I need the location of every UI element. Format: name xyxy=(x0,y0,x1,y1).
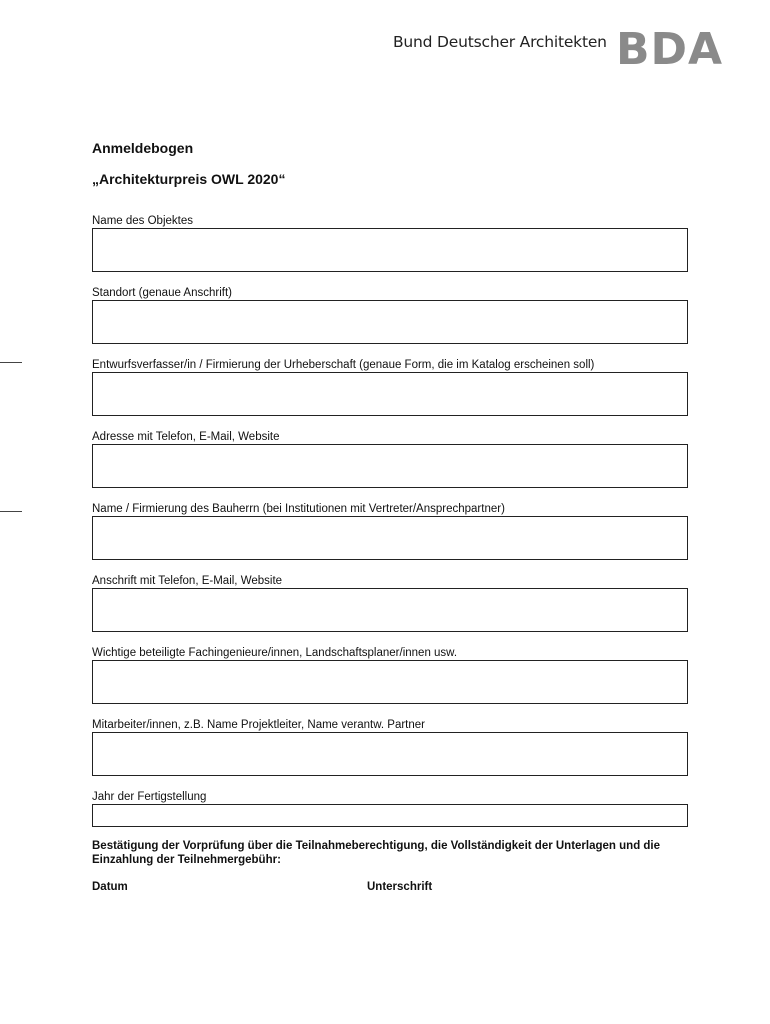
field-designer xyxy=(92,358,688,416)
field-staff xyxy=(92,718,688,776)
field-label: Anschrift mit Telefon, E-Mail, Website xyxy=(92,575,283,587)
form-title: Anmeldebogen xyxy=(92,140,194,156)
field-label: Mitarbeiter/innen, z.B. Name Projektleiter, Name verantw. Partner xyxy=(92,719,426,731)
date-label: Datum xyxy=(92,881,128,893)
confirmation-text: Bestätigung der Vorprüfung über die Teilnahmeberechtigung, die Vollständigkeit der Unterlagen und die Einzahlung der Teilnehmergebühr: xyxy=(92,840,661,866)
field-client-address xyxy=(92,574,688,632)
location-input[interactable] xyxy=(92,300,688,344)
margin-tick-upper xyxy=(0,362,22,363)
designer-address-input[interactable] xyxy=(92,444,688,488)
header-org-name: Bund Deutscher Architekten xyxy=(393,33,607,51)
field-designer-address xyxy=(92,430,688,488)
staff-input[interactable] xyxy=(92,732,688,776)
form-fields xyxy=(92,214,688,841)
designer-input[interactable] xyxy=(92,372,688,416)
field-label: Entwurfsverfasser/in / Firmierung der Urheberschaft (genaue Form, die im Katalog erscheinen soll) xyxy=(92,359,595,371)
margin-tick-lower xyxy=(0,511,22,512)
field-label: Adresse mit Telefon, E-Mail, Website xyxy=(92,431,280,443)
client-address-input[interactable] xyxy=(92,588,688,632)
field-label: Jahr der Fertigstellung xyxy=(92,791,207,803)
field-object-name xyxy=(92,214,688,272)
field-label: Name des Objektes xyxy=(92,215,193,227)
form-subtitle: „Architekturpreis OWL 2020“ xyxy=(92,171,286,187)
engineers-input[interactable] xyxy=(92,660,688,704)
field-label: Wichtige beteiligte Fachingenieure/innen, Landschaftsplaner/innen usw. xyxy=(92,647,458,659)
field-client xyxy=(92,502,688,560)
signature-label: Unterschrift xyxy=(367,881,433,893)
field-completion-year xyxy=(92,790,688,827)
object-name-input[interactable] xyxy=(92,228,688,272)
field-location xyxy=(92,286,688,344)
client-input[interactable] xyxy=(92,516,688,560)
field-engineers xyxy=(92,646,688,704)
completion-year-input[interactable] xyxy=(92,804,688,827)
bda-logo: BDA xyxy=(616,24,724,75)
field-label: Name / Firmierung des Bauherrn (bei Institutionen mit Vertreter/Ansprechpartner) xyxy=(92,503,505,515)
field-label: Standort (genaue Anschrift) xyxy=(92,287,232,299)
